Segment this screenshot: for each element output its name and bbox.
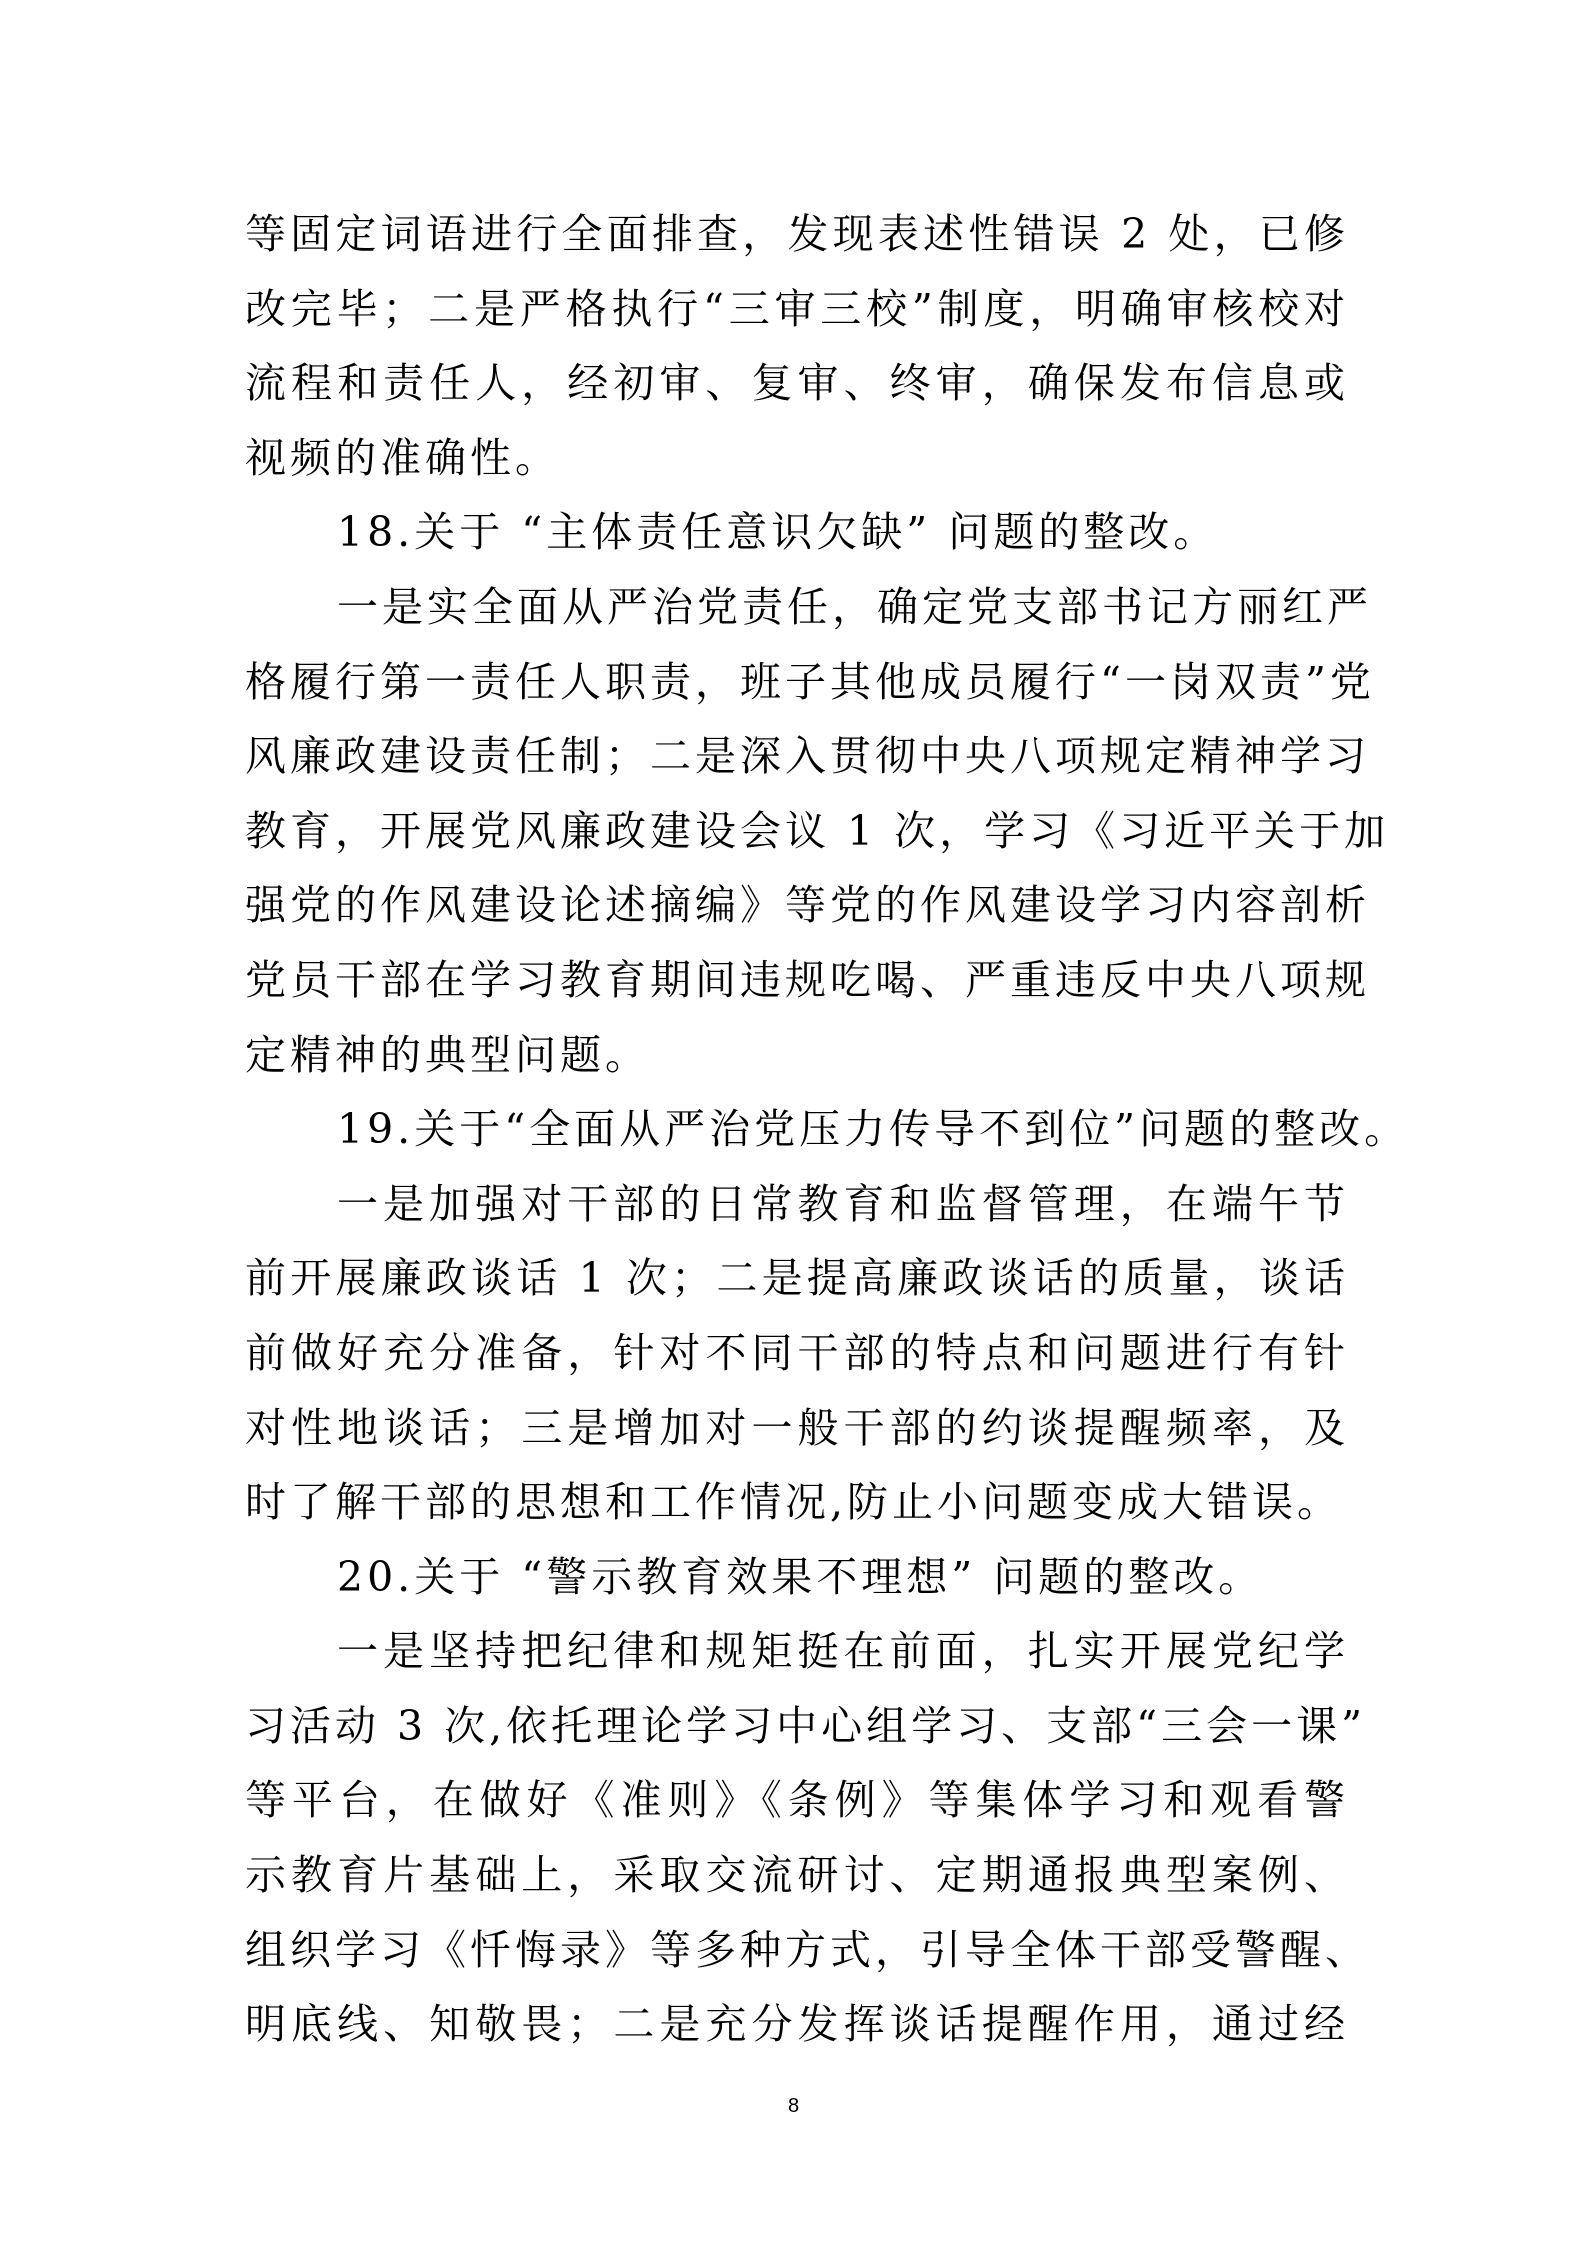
- text-line: 习活动 3 次,依托理论学习中心组学习、支部“三会一课”: [245, 1701, 1367, 1750]
- text-line: 流程和责任人，经初审、复审、终审，确保发布信息或: [245, 359, 1349, 408]
- text-line: 强党的作风建设论述摘编》等党的作风建设学习内容剖析: [245, 881, 1370, 930]
- text-line: 对性地谈话；三是增加对一般干部的约谈提醒频率，及: [245, 1403, 1349, 1452]
- text-line: 格履行第一责任人职责，班子其他成员履行“一岗双责”党: [245, 657, 1375, 706]
- document-page: [245, 197, 1410, 2062]
- text-line: 一是实全面从严治党责任，确定党支部书记方丽红严: [337, 582, 1372, 631]
- paragraph-continued: [245, 197, 1349, 495]
- page-number: 8: [787, 2095, 800, 2117]
- text-line: 改完毕；二是严格执行“三审三校”制度，明确审核校对: [245, 284, 1349, 333]
- text-line: 一是加强对干部的日常教育和监督管理，在端午节: [337, 1179, 1349, 1228]
- section-heading-19: 19.关于“全面从严治党压力传导不到位”问题的整改。: [337, 1105, 1410, 1154]
- paragraph-20-body: [245, 1614, 1370, 2062]
- text-line: 时了解干部的思想和工作情况,防止小问题变成大错误。: [245, 1478, 1343, 1527]
- text-line: 明底线、知敬畏；二是充分发挥谈话提醒作用，通过经: [245, 2000, 1349, 2049]
- text-line: 组织学习《忏悔录》等多种方式，引导全体干部受警醒、: [245, 1925, 1370, 1974]
- text-line: 定精神的典型问题。: [245, 1030, 650, 1079]
- text-line: 示教育片基础上，采取交流研讨、定期通报典型案例、: [245, 1851, 1349, 1900]
- text-line: 教育，开展党风廉政建设会议 1 次，学习《习近平关于加: [245, 806, 1390, 855]
- text-line: 等平台，在做好《准则》《条例》等集体学习和观看警: [245, 1776, 1349, 1825]
- text-line: 风廉政建设责任制；二是深入贯彻中央八项规定精神学习: [245, 732, 1370, 781]
- text-line: 前做好充分准备，针对不同干部的特点和问题进行有针: [245, 1328, 1349, 1377]
- paragraph-18-body: [245, 570, 1390, 1092]
- text-line: 等固定词语进行全面排查，发现表述性错误 2 处，已修: [245, 210, 1349, 258]
- section-heading-20: 20.关于 “警示教育效果不理想” 问题的整改。: [337, 1552, 1264, 1601]
- section-heading-18: 18.关于 “主体责任意识欠缺” 问题的整改。: [337, 508, 1219, 557]
- paragraph-19-body: [245, 1167, 1349, 1540]
- text-line: 党员干部在学习教育期间违规吃喝、严重违反中央八项规: [245, 955, 1370, 1004]
- text-line: 一是坚持把纪律和规矩挺在前面，扎实开展党纪学: [337, 1627, 1349, 1676]
- text-line: 视频的准确性。: [245, 433, 560, 482]
- text-line: 前开展廉政谈话 1 次；二是提高廉政谈话的质量，谈话: [245, 1254, 1349, 1303]
